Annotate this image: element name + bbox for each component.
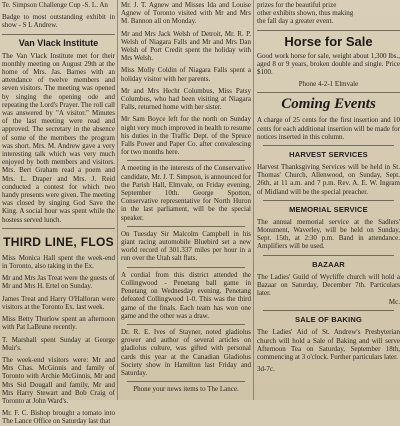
news-paragraph: Mr. J. T. Agnew and Misses Ida and Louise Agnew of Toronto visited with Mr and Mrs M. Bannon all on Monday. [121,1,251,26]
item-paragraph: Mr and Mrs Jas Treat were the guests of Mr and Mrs H. Ertel on Sunday. [2,274,115,291]
item-paragraph: Miss Monica Hall spent the week-end in Toronto, also taking in the Ex. [2,253,115,271]
news-paragraph: Miss Molly Coldin of Niagara Falls spent a holiday visitor with her parents. [121,66,251,83]
memorial-service-text: The annual memorial service at the Sadlers' Monument, Waverley, will be held on Sunday, Sept. 15th, at 2:30 p.m. Band in attendance. Amplifiers will be used. [257,217,400,251]
harvest-services-heading: HARVEST SERVICES [289,150,368,160]
divider [257,30,400,31]
horse-for-sale-heading: Horse for Sale [284,33,373,49]
column-1 [2,0,116,426]
news-paragraph: Mr and Mrs Jack Welsh of Detroit, Mr. R. P. Welsh of Niagara Falls and Mr and Mrs Dan Welsh of Port Credit spent the holiday with Mrs Welsh. [121,29,251,63]
item-paragraph: James Treat and Harry O'Halloran were visitors at the Toronto Ex. last week. [2,294,115,311]
divider [127,267,245,268]
bazaar-text: The Ladies' Guild of Wycliffe church will hold a Bazaar on Saturday, December 7th. Particulars later. [257,272,400,298]
news-paragraph: Mr and Mrs Hecht Columbus, Miss Patsy Columbus, who had been visiting at Niagara Falls, returned home with her sister. [121,86,251,112]
divider [127,226,245,227]
divider [263,200,394,201]
bazaar-heading: BAZAAR [312,259,345,269]
divider [263,255,394,256]
divider [2,34,115,35]
divider [2,228,115,229]
divider [127,324,245,325]
sale-of-baking-text: The Ladies' Aid of St. Andrew's Presbyterian church will hold a Sale of Baking and will serve Afternoon Tea on Saturday, September 18th, commencing at 3 o'clock. Further particulars later. [257,328,400,362]
van-vlack-heading: Van Vlack Institute [18,37,99,48]
column-2 [121,0,251,400]
sale-of-baking-heading: SALE OF BAKING [295,315,362,325]
divider [263,310,394,311]
memorial-service-heading: MEMORIAL SERVICE [289,204,368,214]
top-line: prizes for the beautiful prize [257,1,337,9]
divider [257,92,400,93]
item-paragraph: Mr. F. C. Bishop brought a tomato into The Lance Office on Saturday last that [2,409,115,426]
item-paragraph: Miss Betty Thurlow spent an afternoon with Pat LaBrune recently. [2,315,115,332]
divider [127,381,245,382]
news-paragraph: Dr. R. E. Ives of Stayner, noted gladiolus grower and author of several articles on gladiolus culture, was gifted with personal cards this year at the Canadian Gladiolus Society show in Hamilton last Friday and Saturday. [121,327,251,377]
column-3 [257,0,400,400]
divider [263,145,394,146]
horse-ad-text: Good work horse for sale, weight about 1,300 lbs., aged 8 or 9 years, broken double and single. Price $100. [257,51,400,77]
top-line: other exhibits shown, thus making [257,9,354,18]
coming-events-heading: Coming Events [281,96,376,113]
column-rule [253,0,254,400]
news-paragraph: A meeting in the interests of the Conservative candidate, Mr. J. T. Simpson, is announced for the Parish Hall, Elmvale, on Friday evening, September 10th. George Spotton, Conservative representative for North Huron in the last parliament, will be the special speaker. [121,164,251,222]
news-paragraph: A cordial from this district attended the Collingwood - Penetang ball game in Penetang on Wednesday evening. Penetang defeated Collingwood 1-0. This was the third game of the finals. Each team has won one game and the other was a draw. [121,270,251,320]
news-paragraph: On Tuesday Sir Malcolm Campbell in his giant racing automobile Bluebird set a new world record of 301.337 miles per hour in a run over the Utah salt flats. [121,229,251,263]
item-paragraph: T. Marshall spent Sunday at George Muir's. [2,335,115,352]
harvest-services-text: Harvest Thanksgiving Services will be held in St. Thomas' Church, Allenwood, on Sunday, Sept. 26th, at 11 a.m. and 7 p.m. Rev. A. E. W. Ingram of Midland will be the special preacher. [257,163,400,196]
top-paragraph: Badge to most outstanding exhibit in show - S L Andrew. [2,13,115,30]
van-vlack-paragraph: The Van Vlack Institute met for their monthly meeting on August 29th at the home of Mrs. Jas. Barnes with an attendance of twelve members and seven visitors. The meeting was opened by singing the opening ode and repeating the Lord's Prayer. The roll call was answered by "A visitor." Minutes of the last meeting were read and approved. The secretary in the absence of some of the members the program was short. Mrs. M. Andrew gave a very interesting talk which was very much enjoyed by both members and visitors. Mrs. Bert Graham read a poem and Mrs. L. Draper and Mrs. J. Reid conducted a contest for which two handy presents were given. The meeting was closed by singing God Save the King. A social hour was spent while the hostess served lunch. [2,51,116,224]
bazaar-signature: Mc. [388,298,400,307]
column-rule [117,0,118,400]
news-paragraph: Mr Sam Boyce left for the north on Sunday night very much improved in health to resume his duties in the Traffic Dept. of the Spruce Falls Power and Paper Co. after convalescing for two months here. [121,115,251,157]
top-line: the fall day a greater event. [257,17,334,26]
sale-of-baking-signature: 3d-7c. [257,365,275,374]
coming-events-text: A charge of 25 cents for the first insertion and 10 cents for each additional insertion will be made for notices inserted in this column. [257,116,400,141]
third-line-heading: THIRD LINE, FLOS [3,234,114,249]
top-line: Te. Simpson Challenge Cup -S. L. An [2,1,108,9]
divider [127,160,245,161]
horse-ad-phone: Phone 4-2-1 Elmvale [298,80,359,89]
phone-news-note: Phone your news items to The Lance. [133,385,239,394]
item-paragraph: The week-end visitors were: Mr and Mrs Chas. McGinnis and family of Toronto with Archie McGinnis, Mr and Mrs Sid Dougall and family, Mr and Mrs Harry Stewart and Bob Craig of Toronto at John Ward's. [2,355,115,405]
